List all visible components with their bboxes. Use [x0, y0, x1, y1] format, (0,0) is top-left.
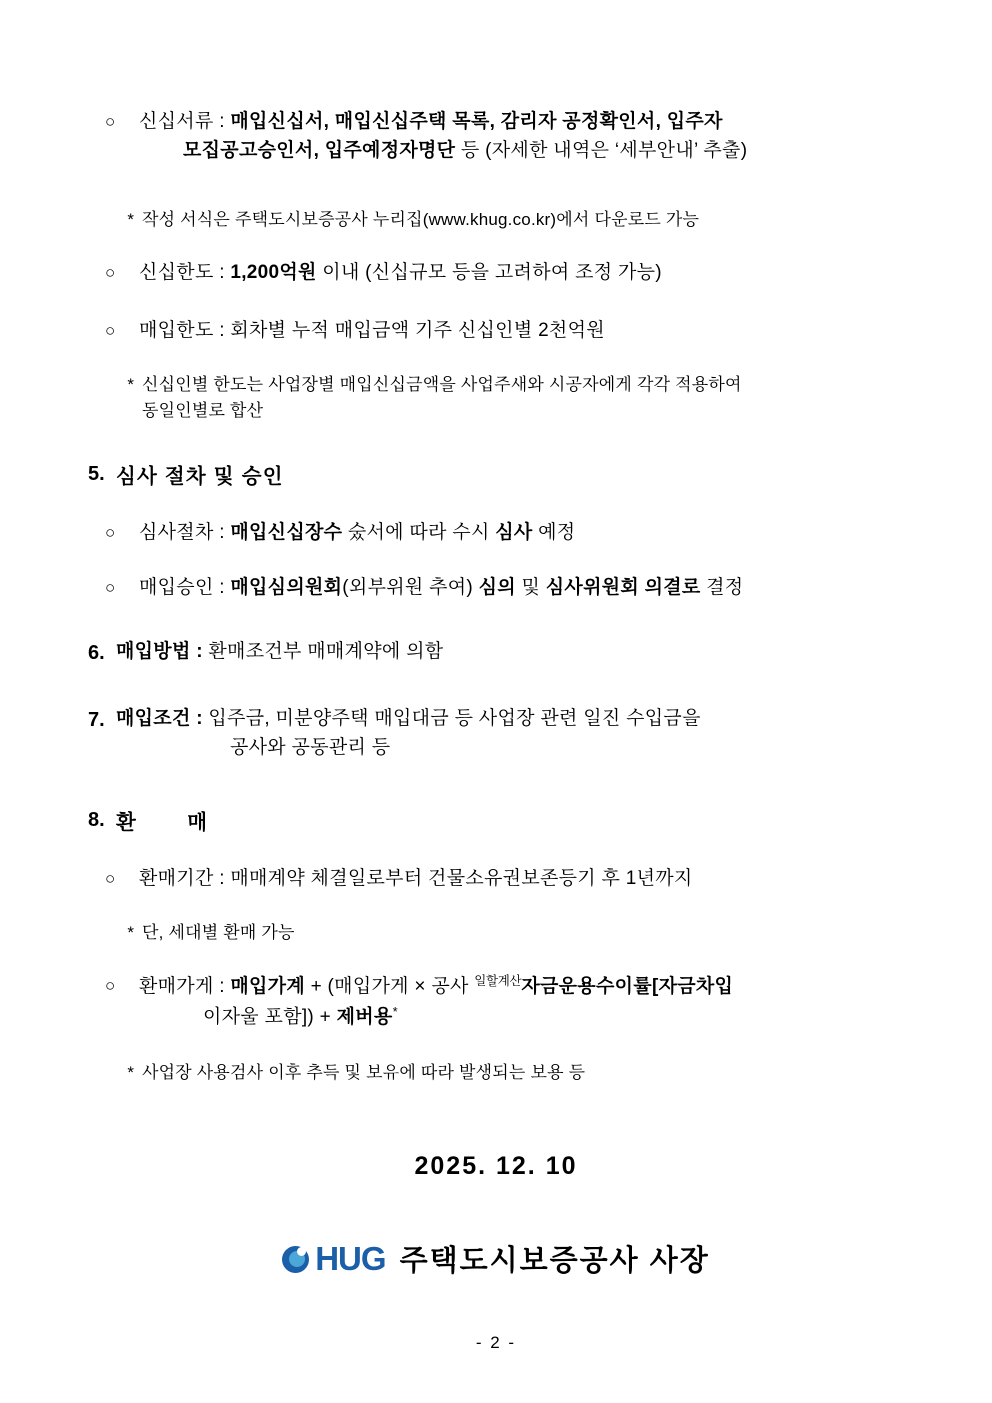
redemption-price-text [139, 972, 733, 1032]
purchase-approval-bold3: 심사위원회 의결로 [545, 577, 707, 598]
circle-bullet-icon: ○ [105, 263, 116, 282]
application-limit-label: 신십한도 : [139, 262, 231, 283]
note-applicant-limit-text [142, 372, 742, 424]
section-heading-8 [88, 805, 688, 835]
redemption-period-text [139, 865, 693, 894]
purchase-approval-rest: 결정 [706, 577, 744, 598]
section-number-8: 8. [88, 809, 105, 831]
purchase-approval-bold2: 심의 [478, 577, 522, 598]
application-limit-amount: 1,200억원 [230, 262, 323, 283]
circle-bullet-icon: ○ [105, 869, 116, 888]
section-7-line2: 공사와 공동관리 등 [230, 736, 391, 758]
redemption-price-line2-superscript: * [392, 1003, 398, 1019]
redemption-price-label: 환매가게 : [139, 975, 231, 997]
note-redemption-per-unit [112, 920, 812, 946]
section-7-text [116, 705, 701, 763]
redemption-price-tail: [자금차입 [651, 975, 734, 997]
section-number-7: 7. [88, 709, 105, 731]
section-6-rest: 환매조건부 매매계약에 의함 [208, 641, 444, 662]
review-process-mid: 숬서에 따라 수시 [347, 522, 496, 543]
purchase-approval-bold1: 매입심의원회 [230, 577, 343, 598]
list-item-redemption-price [105, 972, 955, 1032]
section-6-text [116, 638, 443, 667]
list-item-purchase-limit [105, 317, 935, 346]
purchase-approval-text [139, 574, 743, 603]
asterisk-icon: * [127, 923, 134, 942]
review-process-bold2: 심사 [495, 522, 539, 543]
section-number-5: 5. [88, 463, 105, 485]
list-item-application-limit [105, 259, 935, 288]
application-documents-text [139, 108, 747, 166]
page-number: - 2 - [475, 1333, 517, 1352]
circle-bullet-icon: ○ [105, 321, 116, 340]
purchase-approval-mid: 및 [521, 577, 546, 598]
section-title-6: 매입방법 : [116, 641, 209, 662]
purchase-limit-rest: 회차별 누적 매입금액 기주 신십인별 2천억원 [230, 320, 605, 341]
application-limit-rest: 이내 (신십규모 등을 고려하여 조정 가능) [322, 262, 662, 283]
application-documents-label: 신십서류 : [139, 111, 231, 132]
section-7-line1: 입주금, 미분양주택 매입대금 등 사업장 관련 일진 수입금을 [208, 708, 701, 729]
note-forms-download [112, 207, 942, 233]
section-title-7: 매입조건 : [116, 708, 209, 729]
redemption-period-rest: 매매계약 체결일로부터 건물소유권보존등기 후 1년까지 [230, 868, 693, 889]
list-item-application-documents [105, 108, 925, 166]
application-limit-text [139, 259, 662, 288]
hug-logo [282, 1240, 385, 1278]
application-documents-bold1: 매입신십서, 매입신십주택 목록, 감리자 공정확인서, 입주자 [230, 111, 723, 132]
section-title-5: 심사 절차 및 승인 [116, 465, 284, 488]
redemption-price-bold2: 자금운용수이률 [521, 975, 652, 997]
section-heading-6 [88, 638, 918, 668]
redemption-price-line2-rest: 이자울 포함]) + [203, 1006, 337, 1028]
purchase-approval-paren: (외부위원 추여) [342, 577, 479, 598]
list-item-purchase-approval [105, 574, 945, 603]
redemption-price-mid1: + (매입가게 × 공사 [310, 975, 475, 997]
purchase-limit-label: 매입한도 : [139, 320, 231, 341]
note-redemption-per-unit-text: 단, 세대별 환매 가능 [142, 923, 295, 942]
note-post-inspection-costs-text: 사업장 사용검사 이후 추득 및 보유에 따라 발생되는 보용 등 [142, 1063, 586, 1082]
review-process-rest: 예정 [538, 522, 576, 543]
redemption-price-line2-bold: 제버용 [336, 1006, 393, 1028]
note-applicant-limit [112, 372, 952, 424]
redemption-period-label: 환매기간 : [139, 868, 231, 889]
review-process-bold1: 매입신십장수 [230, 522, 348, 543]
organization-name: 주택도시보증공사 사장 [399, 1245, 710, 1277]
redemption-price-bold1: 매입가계 [230, 975, 311, 997]
redemption-price-superscript: 일할계산 [474, 974, 522, 988]
list-item-redemption-period [105, 865, 950, 894]
purchase-approval-label: 매입승인 : [139, 577, 231, 598]
application-documents-bold2: 모집공고승인서, 입주예정자명단 [183, 139, 461, 161]
section-number-6: 6. [88, 642, 105, 664]
note-forms-download-text: 작성 서식은 주택도시보증공사 누리집(www.khug.co.kr)에서 다운로드 가능 [142, 210, 700, 229]
application-documents-rest: 등 (자세한 내역은 ‘세부안내’ 추출) [460, 139, 748, 161]
asterisk-icon: * [127, 1063, 134, 1082]
circle-bullet-icon: ○ [105, 578, 116, 597]
asterisk-icon: * [127, 210, 134, 229]
review-process-label: 심사절차 : [139, 522, 231, 543]
circle-bullet-icon: ○ [105, 976, 116, 995]
purchase-limit-text [139, 317, 605, 346]
list-item-review-process [105, 519, 935, 548]
circle-bullet-icon: ○ [105, 112, 116, 131]
hug-logo-text: HUG [315, 1239, 386, 1277]
section-heading-7 [88, 705, 933, 763]
circle-bullet-icon: ○ [105, 523, 116, 542]
hug-logo-icon [282, 1244, 312, 1274]
review-process-text [139, 519, 575, 548]
section-heading-5 [88, 459, 688, 489]
note-applicant-limit-line1: 신십인별 한도는 사업장별 매입신십금액을 사업주새와 시공자에게 각각 적용하여 [142, 375, 742, 394]
signature-date: 2025. 12. 10 [414, 1152, 578, 1180]
note-post-inspection-costs [112, 1060, 932, 1086]
note-applicant-limit-line2: 동일인별로 합산 [142, 400, 264, 420]
section-title-8: 환 매 [116, 811, 209, 834]
signature-block [0, 1238, 992, 1279]
asterisk-icon: * [127, 375, 134, 394]
